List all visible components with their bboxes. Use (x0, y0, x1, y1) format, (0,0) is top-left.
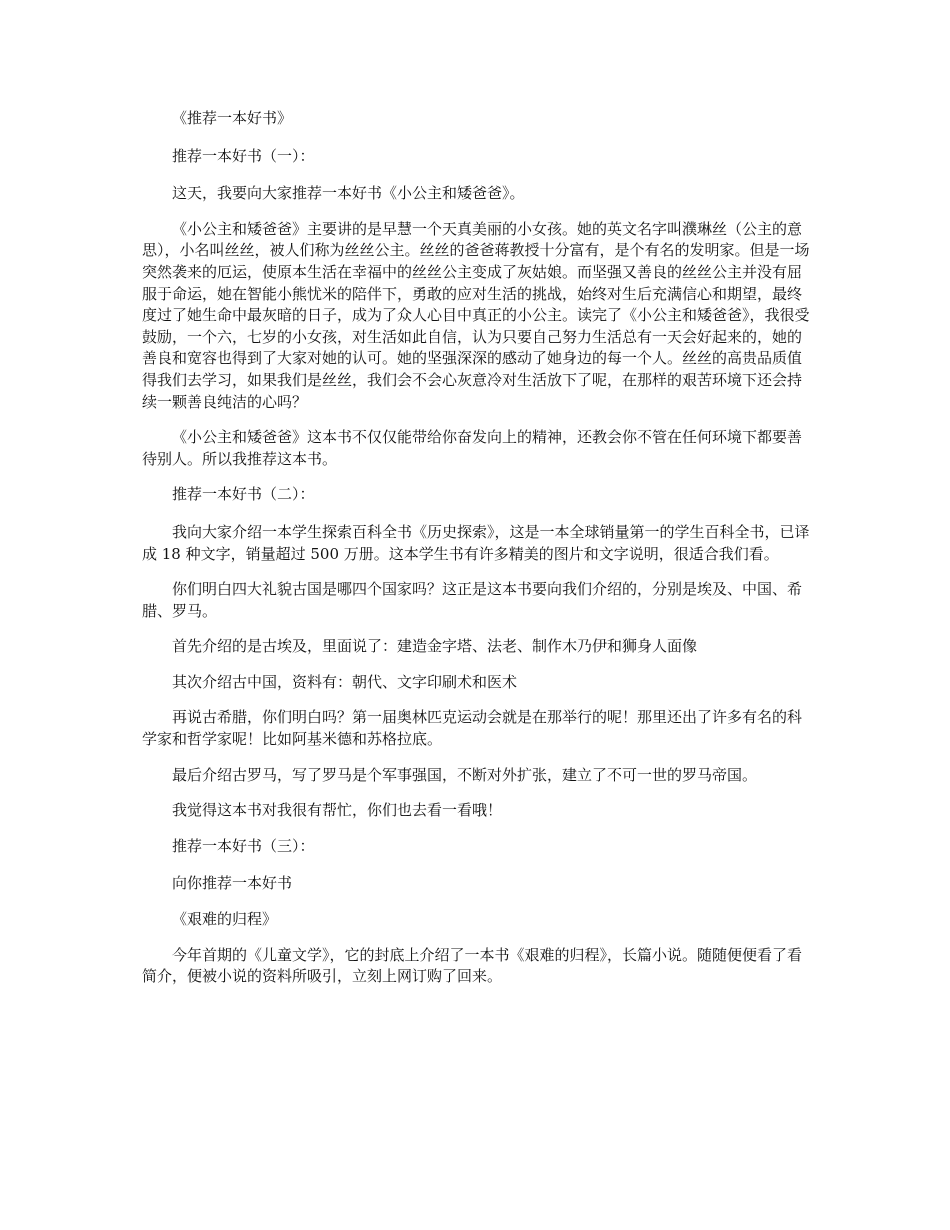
paragraph: 再说古希腊，你们明白吗？第一届奥林匹克运动会就是在那举行的呢！那里还出了许多有名的科学家和哲学家呢！比如阿基米德和苏格拉底。 (142, 708, 803, 749)
document-title: 《推荐一本好书》 (172, 109, 293, 127)
paragraph: 向你推荐一本好书 (172, 874, 293, 893)
document-body (142, 108, 814, 1002)
paragraph: 这天，我要向大家推荐一本好书《小公主和矮爸爸》。 (172, 184, 525, 203)
paragraph: 今年首期的《儿童文学》，它的封底上介绍了一本书《艰难的归程》，长篇小说。随随便便看了看简介，便被小说的资料所吸引，立刻上网订购了回来。 (142, 945, 803, 986)
paragraph: 首先介绍的是古埃及，里面说了：建造金字塔、法老、制作木乃伊和狮身人面像 (172, 637, 698, 656)
paragraph: 最后介绍古罗马，写了罗马是个军事强国，不断对外扩张，建立了不可一世的罗马帝国。 (172, 765, 758, 784)
paragraph: 《小公主和矮爸爸》主要讲的是早慧一个天真美丽的小女孩。她的英文名字叫濮琳丝（公主的意思），小名叫丝丝，被人们称为丝丝公主。丝丝的爸爸蒋教授十分富有，是个有名的发明家。但是一场突然袭来的厄运，使原本生活在幸福中的丝丝公主变成了灰姑娘。而坚强又善良的丝丝公主并没有屈服于命运，她在智能小熊忧米的陪伴下，勇敢的应对生活的挑战，始终对生后充满信心和期望，最终度过了她生命中最灰暗的日子，成为了众人心目中真正的小公主。读完了《小公主和矮爸爸》，我很受鼓励，一个六，七岁的小女孩，对生活如此自信，认为只要自己努力生活总有一天会好起来的，她的善良和宽容也得到了大家对她的认可。她的坚强深深的感动了她身边的每一个人。丝丝的高贵品质值得我们去学习，如果我们是丝丝，我们会不会心灰意冷对生活放下了呢，在那样的艰苦环境下还会持续一颗善良纯洁的心吗？ (142, 219, 810, 411)
paragraph: 其次介绍古中国，资料有：朝代、文字印刷术和医术 (172, 672, 518, 691)
section-heading-3: 推荐一本好书（三）： (172, 836, 315, 855)
paragraph: 我向大家介绍一本学生探索百科全书《历史探索》，这是一本全球销量第一的学生百科全书，已译成 18 种文字，销量超过 500 万册。这本学生书有许多精美的图片和文字说明，很适合我们看。 (142, 522, 810, 563)
paragraph: 我觉得这本书对我很有帮忙，你们也去看一看哦！ (172, 801, 503, 820)
book-title-line: 《艰难的归程》 (172, 910, 278, 929)
paragraph: 《小公主和矮爸爸》这本书不仅仅能带给你奋发向上的精神，还教会你不管在任何环境下都要善待别人。所以我推荐这本书。 (142, 428, 803, 468)
paragraph: 你们明白四大礼貌古国是哪四个国家吗？这正是这本书要向我们介绍的，分别是埃及、中国、希腊、罗马。 (142, 580, 803, 620)
section-heading-1: 推荐一本好书（一）： (172, 146, 315, 165)
section-heading-2: 推荐一本好书（二）： (172, 485, 315, 504)
